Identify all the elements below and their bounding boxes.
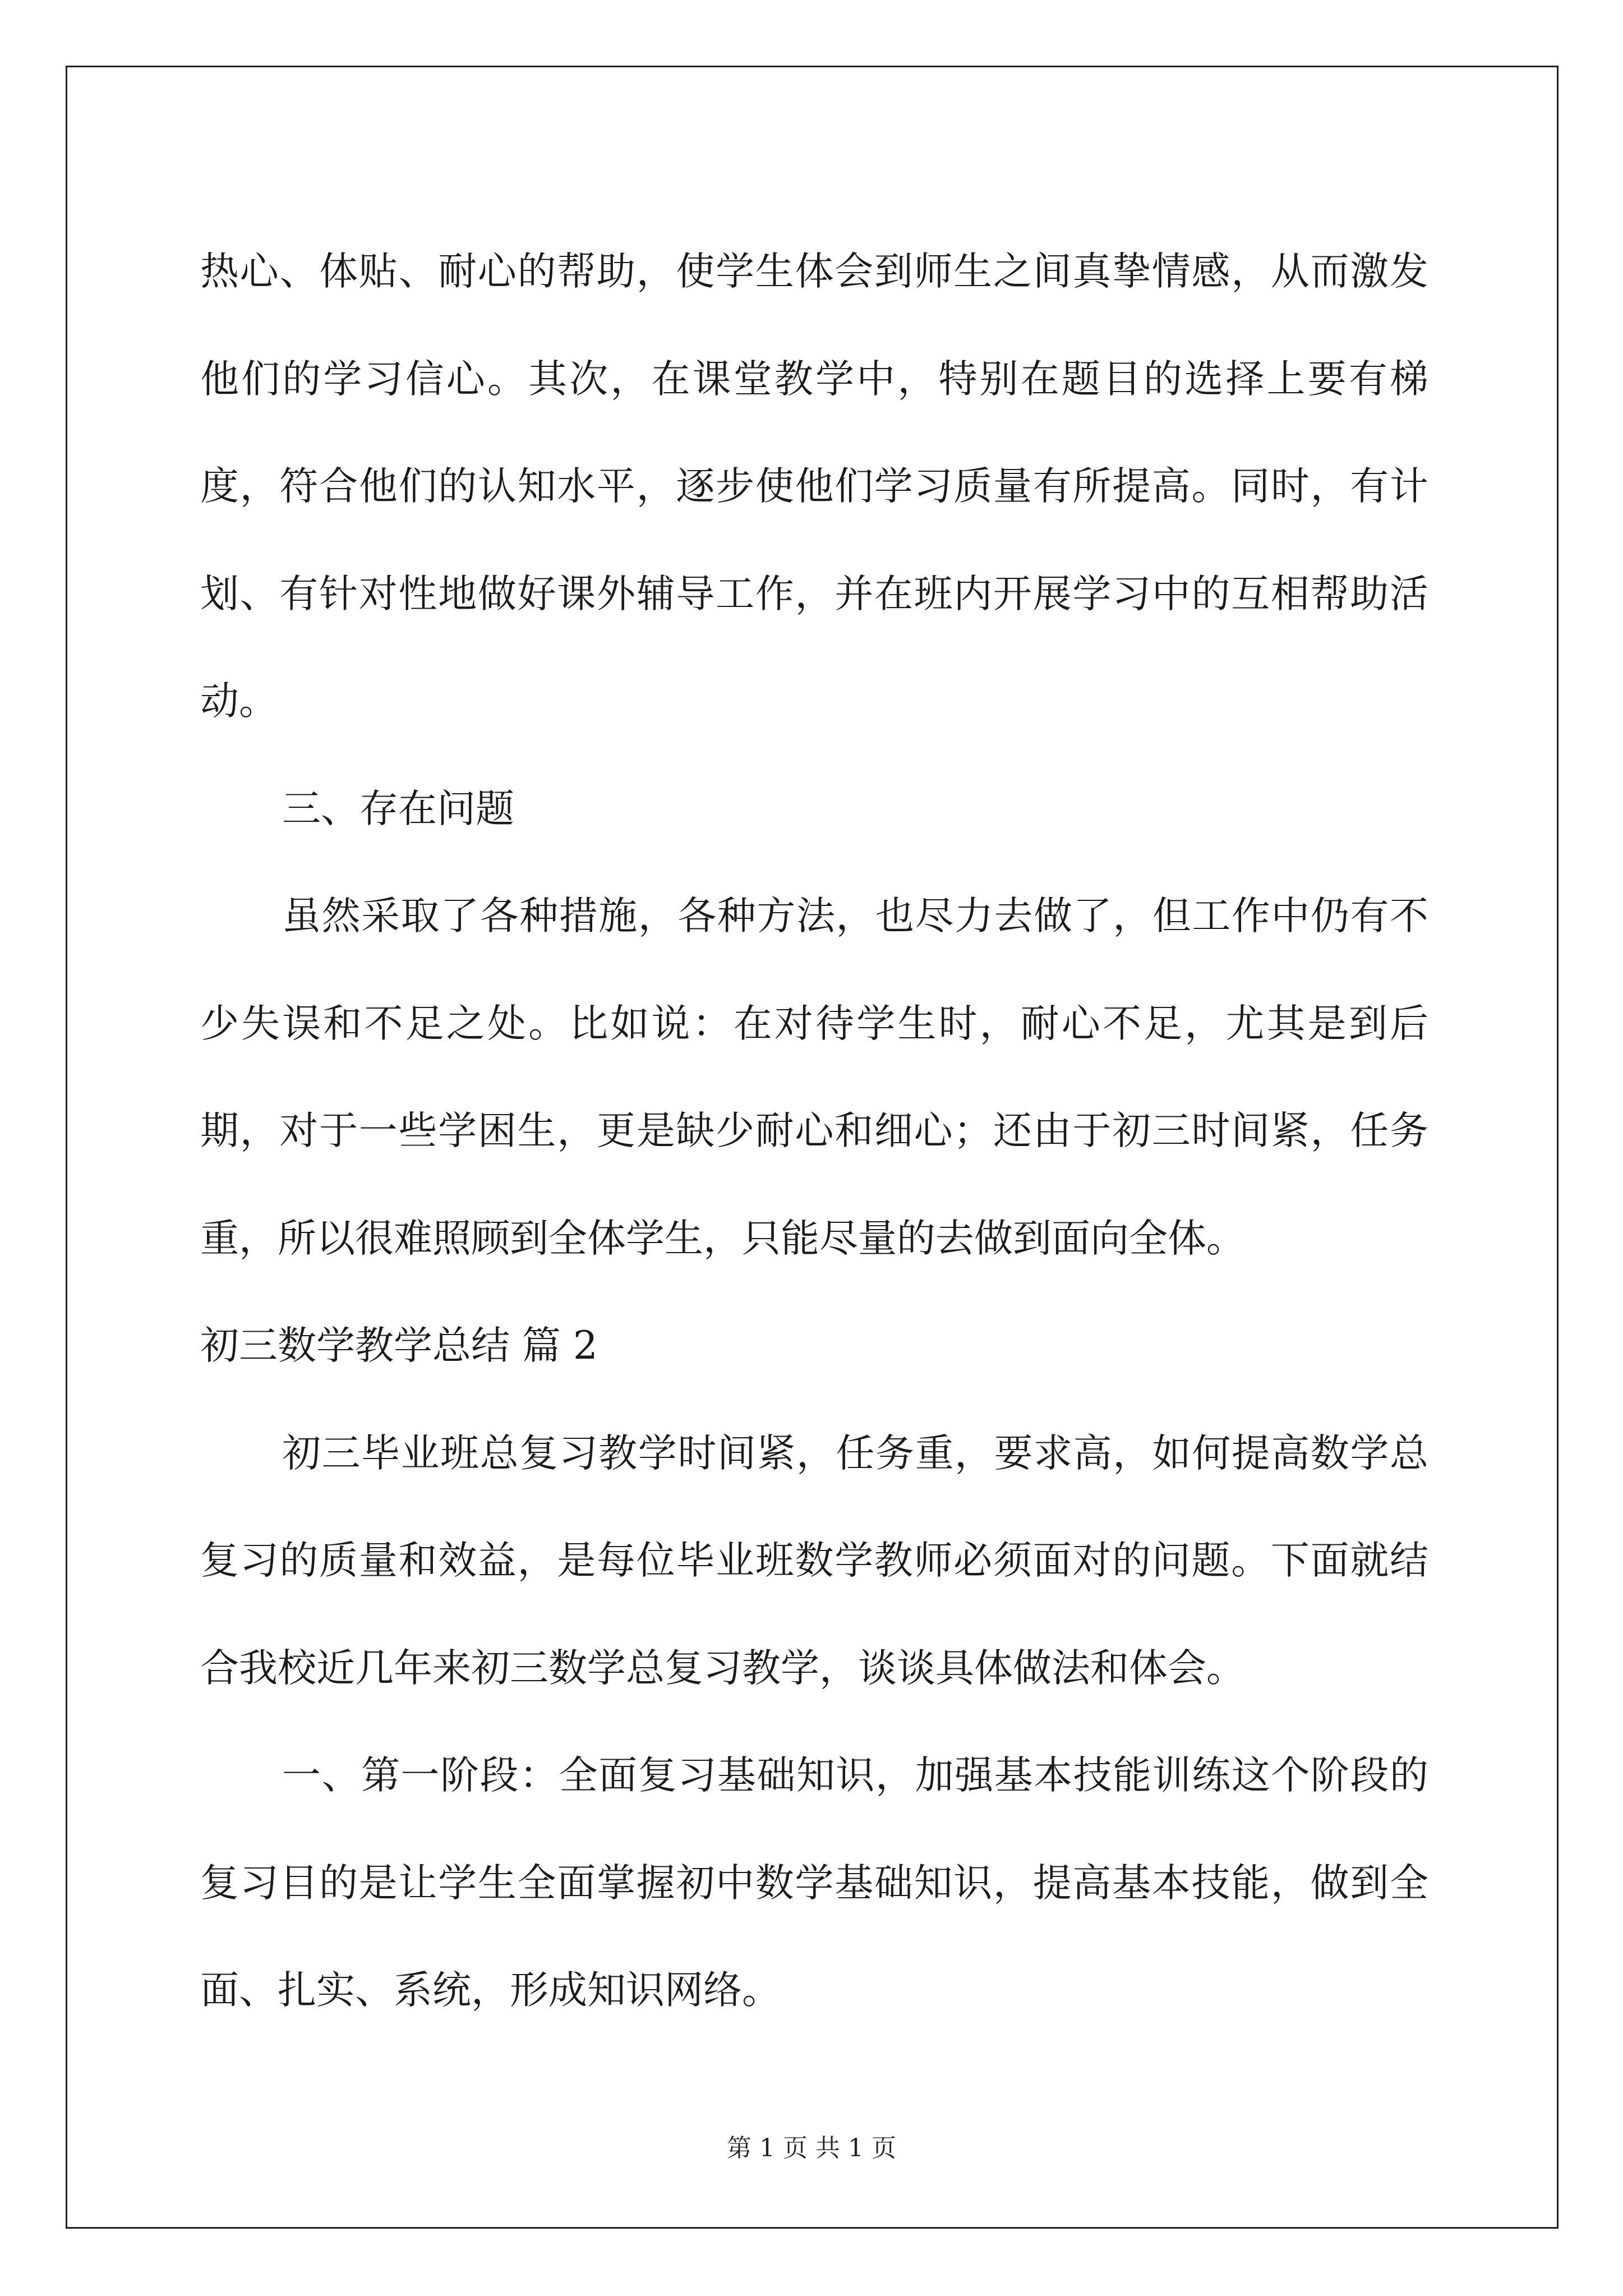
article-title: 初三数学教学总结 篇 2 xyxy=(200,1323,598,1368)
paragraph-stage-one: 一、第一阶段：全面复习基础知识，加强基本技能训练这个阶段的复习目的是让学生全面掌握初中数学基础知识，提高基本技能，做到全面、扎实、系统，形成知识网络。 xyxy=(200,1753,1428,2013)
page-number-footer: 第 1 页 共 1 页 xyxy=(727,2134,896,2162)
paragraph-continuation: 热心、体贴、耐心的帮助，使学生体会到师生之间真挚情感，从而激发他们的学习信心。其次，在课堂教学中，特别在题目的选择上要有梯度，符合他们的认知水平，逐步使他们学习质量有所提高。同时，有计划、有针对性地做好课外辅导工作，并在班内开展学习中的互相帮助活动。 xyxy=(200,249,1428,724)
paragraph-problems: 虽然采取了各种措施，各种方法，也尽力去做了，但工作中仍有不少失误和不足之处。比如说：在对待学生时，耐心不足，尤其是到后期，对于一些学困生，更是缺少耐心和细心；还由于初三时间紧，任务重，所以很难照顾到全体学生，只能尽量的去做到面向全体。 xyxy=(200,894,1428,1261)
paragraph-intro: 初三毕业班总复习教学时间紧，任务重，要求高，如何提高数学总复习的质量和效益，是每位毕业班数学教师必须面对的问题。下面就结合我校近几年来初三数学总复习教学，谈谈具体做法和体会。 xyxy=(200,1430,1428,1691)
document-body xyxy=(200,218,1428,2045)
section-heading-problems: 三、存在问题 xyxy=(282,786,514,831)
